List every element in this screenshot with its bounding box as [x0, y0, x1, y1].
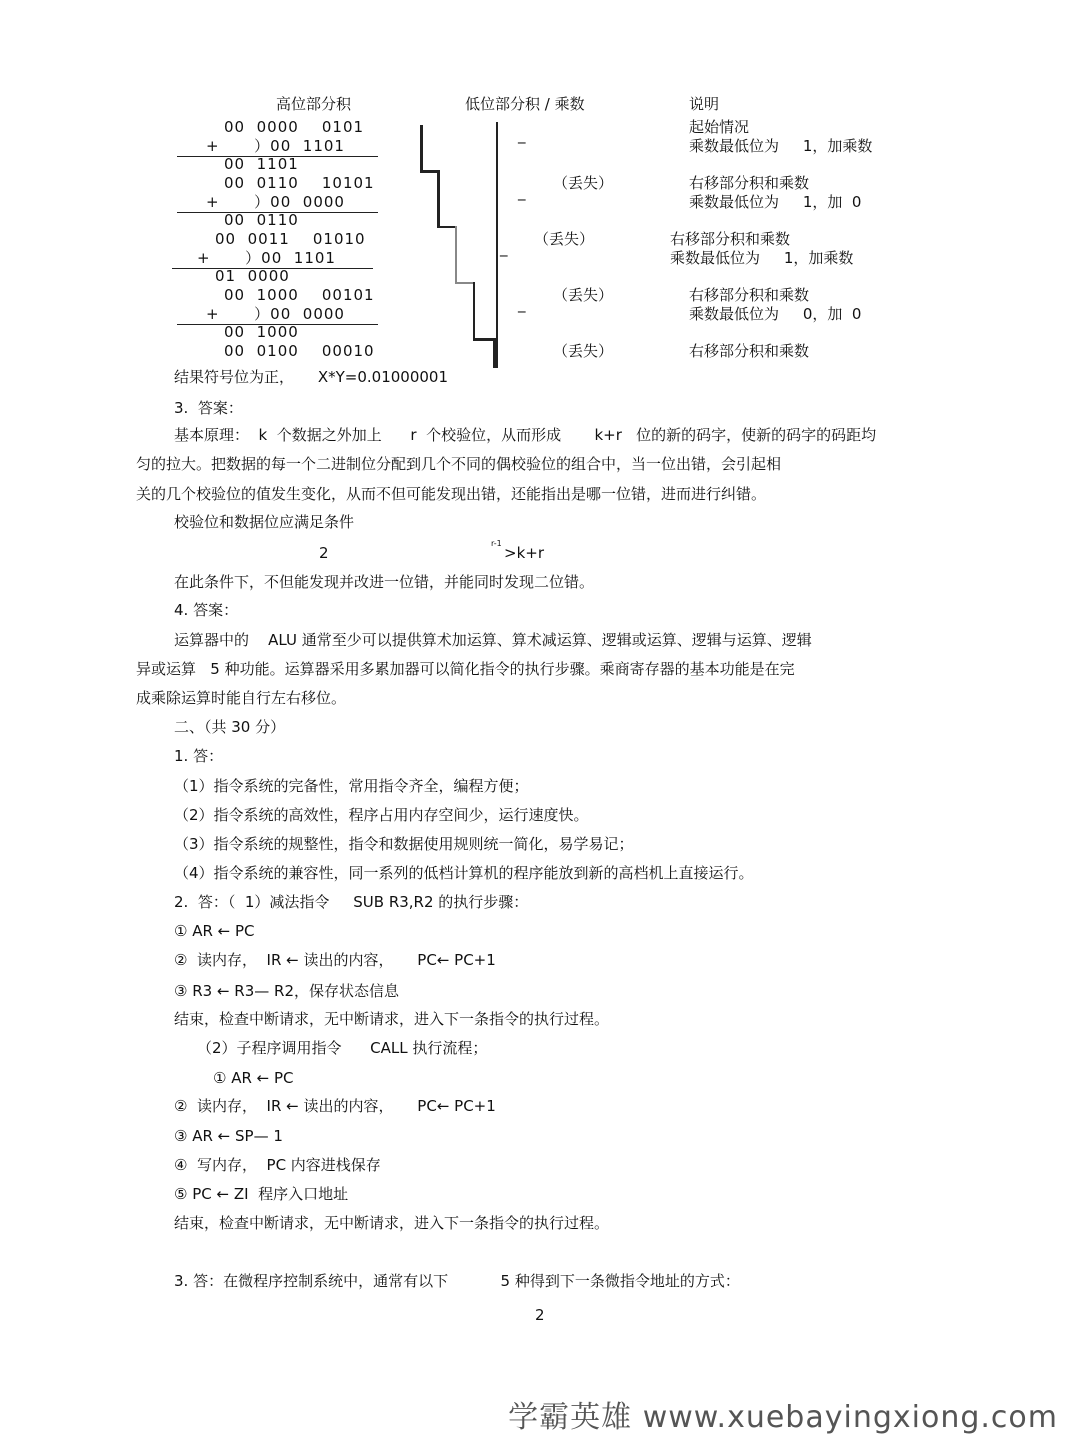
call-title: （2）子程序调用指令 CALL 执行流程；	[197, 1039, 488, 1057]
page-number: 2	[535, 1306, 545, 1324]
row-high: 00 0110	[224, 211, 299, 229]
sub-step: ① AR ← PC	[174, 922, 255, 940]
row-desc: 右移部分积和乘数	[670, 230, 791, 248]
call-step: ① AR ← PC	[213, 1069, 294, 1087]
header-description: 说明	[689, 95, 720, 113]
answer-1-item: （3）指令系统的规整性，指令和数据使用规则统一简化，易学易记；	[174, 835, 634, 853]
shift-staircase	[455, 226, 457, 283]
call-step: ④ 写内存， PC 内容进栈保存	[174, 1156, 381, 1174]
row-lost: （丢失）	[553, 342, 614, 360]
row-high: 00 0011 01010	[215, 230, 366, 248]
row-desc: 右移部分积和乘数	[689, 174, 810, 192]
header-high-partial: 高位部分积	[276, 95, 352, 113]
answer-1-item: （1）指令系统的完备性，常用指令齐全，编程方便；	[174, 777, 529, 795]
row-high: + ）00 1101	[197, 249, 336, 267]
shift-staircase	[437, 170, 440, 227]
row-high: 00 1101	[224, 155, 299, 173]
row-mark: _	[500, 239, 508, 257]
row-desc: 乘数最低位为 1，加乘数	[670, 249, 854, 267]
answer-2-label: 2. 答：（ 1）减法指令 SUB R3,R2 的执行步骤：	[174, 893, 529, 911]
result-line: 结果符号位为正， X*Y=0.01000001	[174, 368, 449, 386]
q4-paragraph: 运算器中的 ALU 通常至少可以提供算术加运算、算术减运算、逻辑或运算、逻辑与运算、逻辑	[174, 631, 812, 649]
shift-staircase	[437, 226, 456, 228]
row-high: 00 0110 10101	[224, 174, 375, 192]
q3-paragraph: 关的几个校验位的值发生变化，从而不但可能发现出错，还能指出是哪一位错，进而进行纠错。	[136, 485, 767, 503]
row-desc: 右移部分积和乘数	[689, 286, 810, 304]
q3-condition-label: 校验位和数据位应满足条件	[174, 513, 355, 531]
header-low-partial: 低位部分积 / 乘数	[465, 95, 585, 113]
row-desc: 右移部分积和乘数	[689, 342, 810, 360]
row-high: + ）00 0000	[206, 305, 345, 323]
q4-title: 4. 答案：	[174, 601, 239, 619]
q3-paragraph: 在此条件下，不但能发现并改进一位错，并能同时发现二位错。	[174, 573, 595, 591]
row-desc: 乘数最低位为 0，加 0	[689, 305, 862, 323]
formula-base: 2	[319, 544, 329, 562]
formula-inequality: >k+r	[504, 544, 544, 562]
answer-1-item: （2）指令系统的高效性，程序占用内存空间少，运行速度快。	[174, 806, 589, 824]
call-step: ⑤ PC ← ZI 程序入口地址	[174, 1185, 349, 1203]
answer-1-label: 1. 答：	[174, 747, 224, 765]
q4-paragraph: 异或运算 5 种功能。运算器采用多累加器可以简化指令的执行步骤。乘商寄存器的基本功能是在完	[136, 660, 795, 678]
q3-paragraph: 基本原理： k 个数据之外加上 r 个校验位，从而形成 k+r 位的新的码字，使新的码字的码距均	[174, 426, 877, 444]
row-high: 00 0100 00010	[224, 342, 375, 360]
multiplier-boundary	[496, 122, 498, 368]
end-note: 结束，检查中断请求，无中断请求，进入下一条指令的执行过程。	[174, 1214, 610, 1232]
formula-exponent: r-1	[491, 539, 502, 548]
row-desc: 起始情况	[689, 118, 750, 136]
row-desc: 乘数最低位为 1，加 0	[689, 193, 862, 211]
row-high: 01 0000	[215, 267, 290, 285]
row-mark: _	[518, 183, 526, 201]
row-lost: （丢失）	[553, 286, 614, 304]
q3-title: 3. 答案：	[174, 399, 243, 417]
q4-paragraph: 成乘除运算时能自行左右移位。	[136, 689, 347, 707]
watermark: 学霸英雄 www.xuebayingxiong.com	[508, 1400, 1058, 1435]
shift-staircase	[473, 338, 495, 341]
shift-staircase	[455, 282, 474, 284]
row-lost: （丢失）	[553, 174, 614, 192]
row-high: 00 1000 00101	[224, 286, 375, 304]
row-high: + ）00 0000	[206, 193, 345, 211]
row-mark: _	[518, 126, 526, 144]
end-note: 结束，检查中断请求，无中断请求，进入下一条指令的执行过程。	[174, 1010, 610, 1028]
answer-1-item: （4）指令系统的兼容性，同一系列的低档计算机的程序能放到新的高档机上直接运行。	[174, 864, 754, 882]
row-high: + ）00 1101	[206, 137, 345, 155]
shift-staircase	[420, 125, 423, 171]
row-high: 00 1000	[224, 323, 299, 341]
row-desc: 乘数最低位为 1，加乘数	[689, 137, 873, 155]
shift-staircase	[473, 282, 475, 340]
sub-step: ② 读内存， IR ← 读出的内容， PC← PC+1	[174, 951, 496, 969]
part2-title: 二、（共 30 分）	[174, 718, 286, 736]
row-high: 00 0000 0101	[224, 118, 365, 136]
row-lost: （丢失）	[534, 230, 595, 248]
row-mark: _	[518, 295, 526, 313]
sub-step: ③ R3 ← R3— R2，保存状态信息	[174, 982, 399, 1000]
call-step: ② 读内存， IR ← 读出的内容， PC← PC+1	[174, 1097, 496, 1115]
q3-paragraph: 匀的拉大。把数据的每一个二进制位分配到几个不同的偶校验位的组合中，当一位出错，会引起相	[136, 455, 782, 473]
call-step: ③ AR ← SP— 1	[174, 1127, 283, 1145]
answer-3-label: 3. 答：在微程序控制系统中，通常有以下 5 种得到下一条微指令地址的方式：	[174, 1272, 740, 1290]
